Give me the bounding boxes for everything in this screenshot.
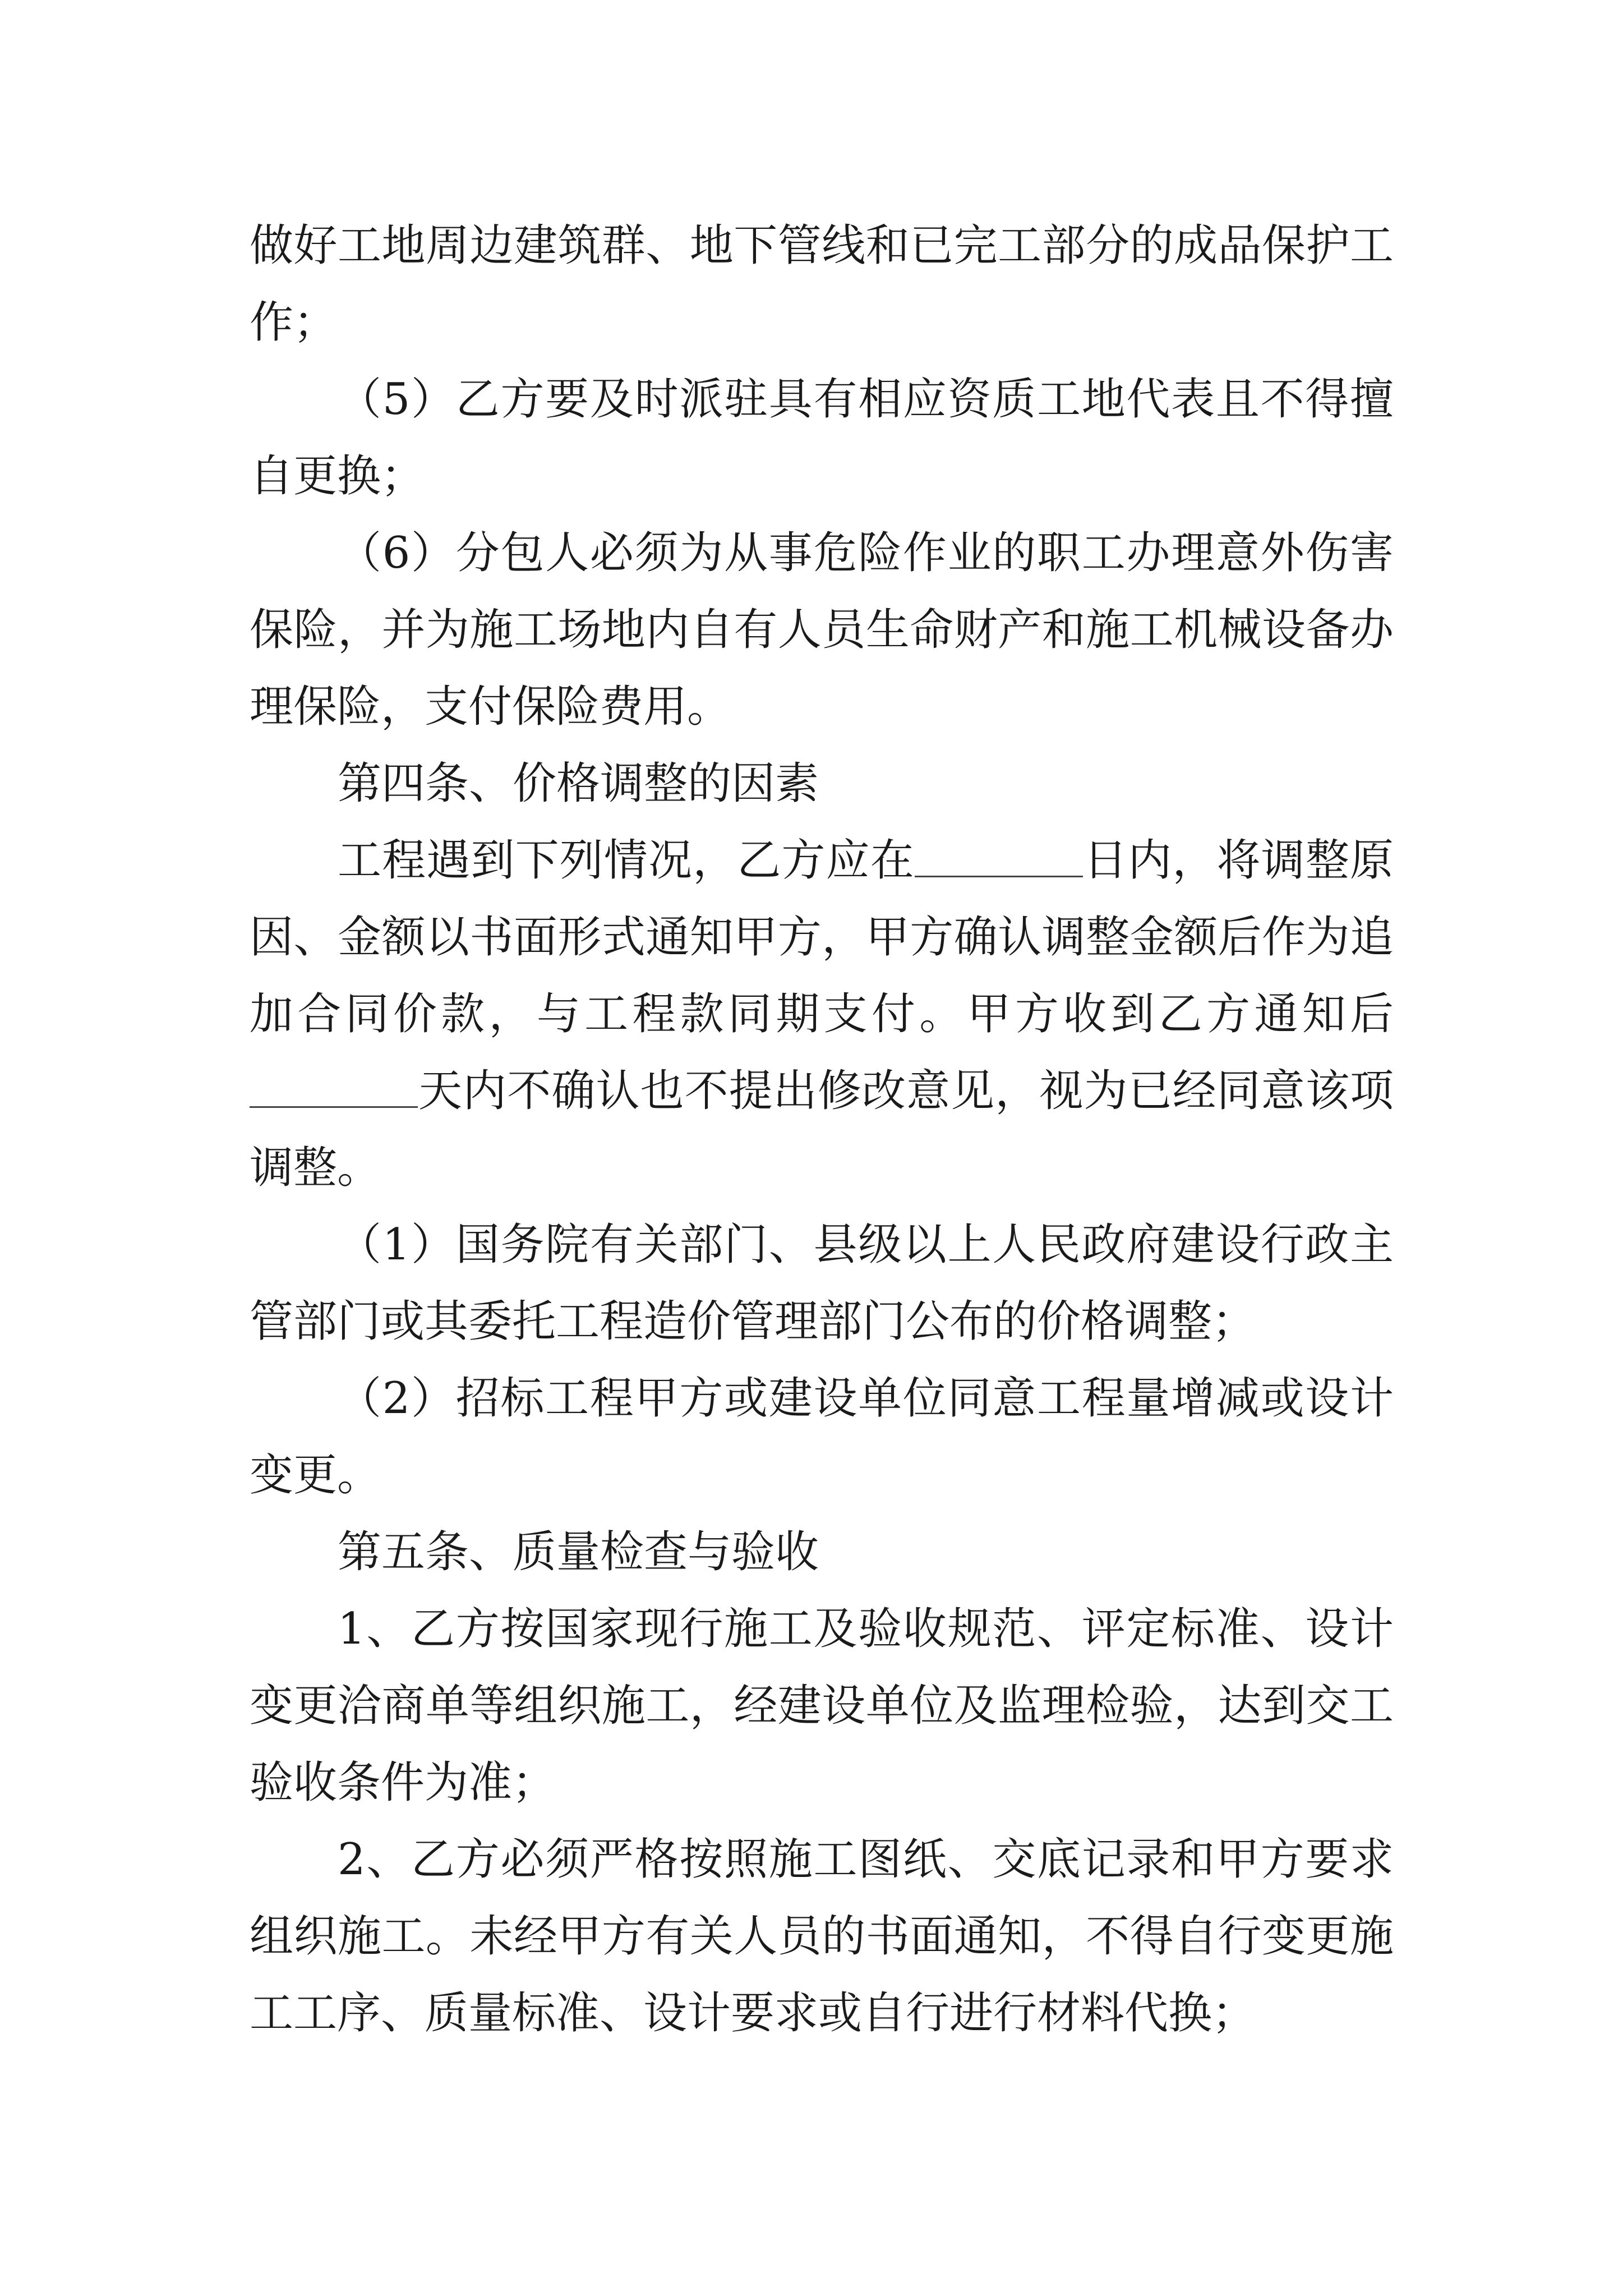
text-line: 做好工地周边建筑群、地下管线和已完工部分的成品保护工 xyxy=(250,220,1394,271)
fill-in-blank xyxy=(915,832,1083,877)
text-line: 管部门或其委托工程造价管理部门公布的价格调整； xyxy=(250,1296,1256,1347)
text-line: 因、金额以书面形式通知甲方，甲方确认调整金额后作为追 xyxy=(250,912,1394,963)
text-line: 自更换； xyxy=(250,451,425,501)
text-line: 1、乙方按国家现行施工及验收规范、评定标准、设计 xyxy=(338,1604,1394,1654)
text-line: 2、乙方必须严格按照施工图纸、交底记录和甲方要求 xyxy=(338,1834,1394,1885)
text-line: 组织施工。未经甲方有关人员的书面通知，不得自行变更施 xyxy=(250,1911,1394,1962)
text-line: 调整。 xyxy=(250,1143,381,1193)
text-segment: 天内不确认也不提出修改意见，视为已经同意该项 xyxy=(418,1066,1394,1116)
text-line: （6）分包人必须为从事危险作业的职工办理意外伤害 xyxy=(338,528,1394,578)
text-line: 变更。 xyxy=(250,1450,381,1501)
text-line: （1）国务院有关部门、县级以上人民政府建设行政主 xyxy=(338,1220,1394,1270)
text-segment: 日内，将调整原 xyxy=(1082,835,1394,886)
text-line xyxy=(250,1057,1394,1125)
text-line: 保险，并为施工场地内自有人员生命财产和施工机械设备办 xyxy=(250,605,1394,655)
text-line: 工工序、质量标准、设计要求或自行进行材料代换； xyxy=(250,1988,1256,2039)
section-heading: 第四条、价格调整的因素 xyxy=(338,758,819,809)
text-line: （5）乙方要及时派驻具有相应资质工地代表且不得擅 xyxy=(338,374,1394,425)
text-line: （2）招标工程甲方或建设单位同意工程量增减或设计 xyxy=(338,1373,1394,1424)
section-heading: 第五条、质量检查与验收 xyxy=(338,1527,819,1577)
text-segment: 工程遇到下列情况，乙方应在 xyxy=(338,835,915,886)
text-line: 理保险，支付保险费用。 xyxy=(250,682,731,732)
text-line: 加合同价款，与工程款同期支付。甲方收到乙方通知后 xyxy=(250,989,1394,1039)
text-line: 验收条件为准； xyxy=(250,1757,556,1808)
text-line xyxy=(338,827,1394,894)
fill-in-blank xyxy=(250,1062,418,1108)
text-line: 变更洽商单等组织施工，经建设单位及监理检验，达到交工 xyxy=(250,1681,1394,1731)
text-line: 作； xyxy=(250,297,338,348)
